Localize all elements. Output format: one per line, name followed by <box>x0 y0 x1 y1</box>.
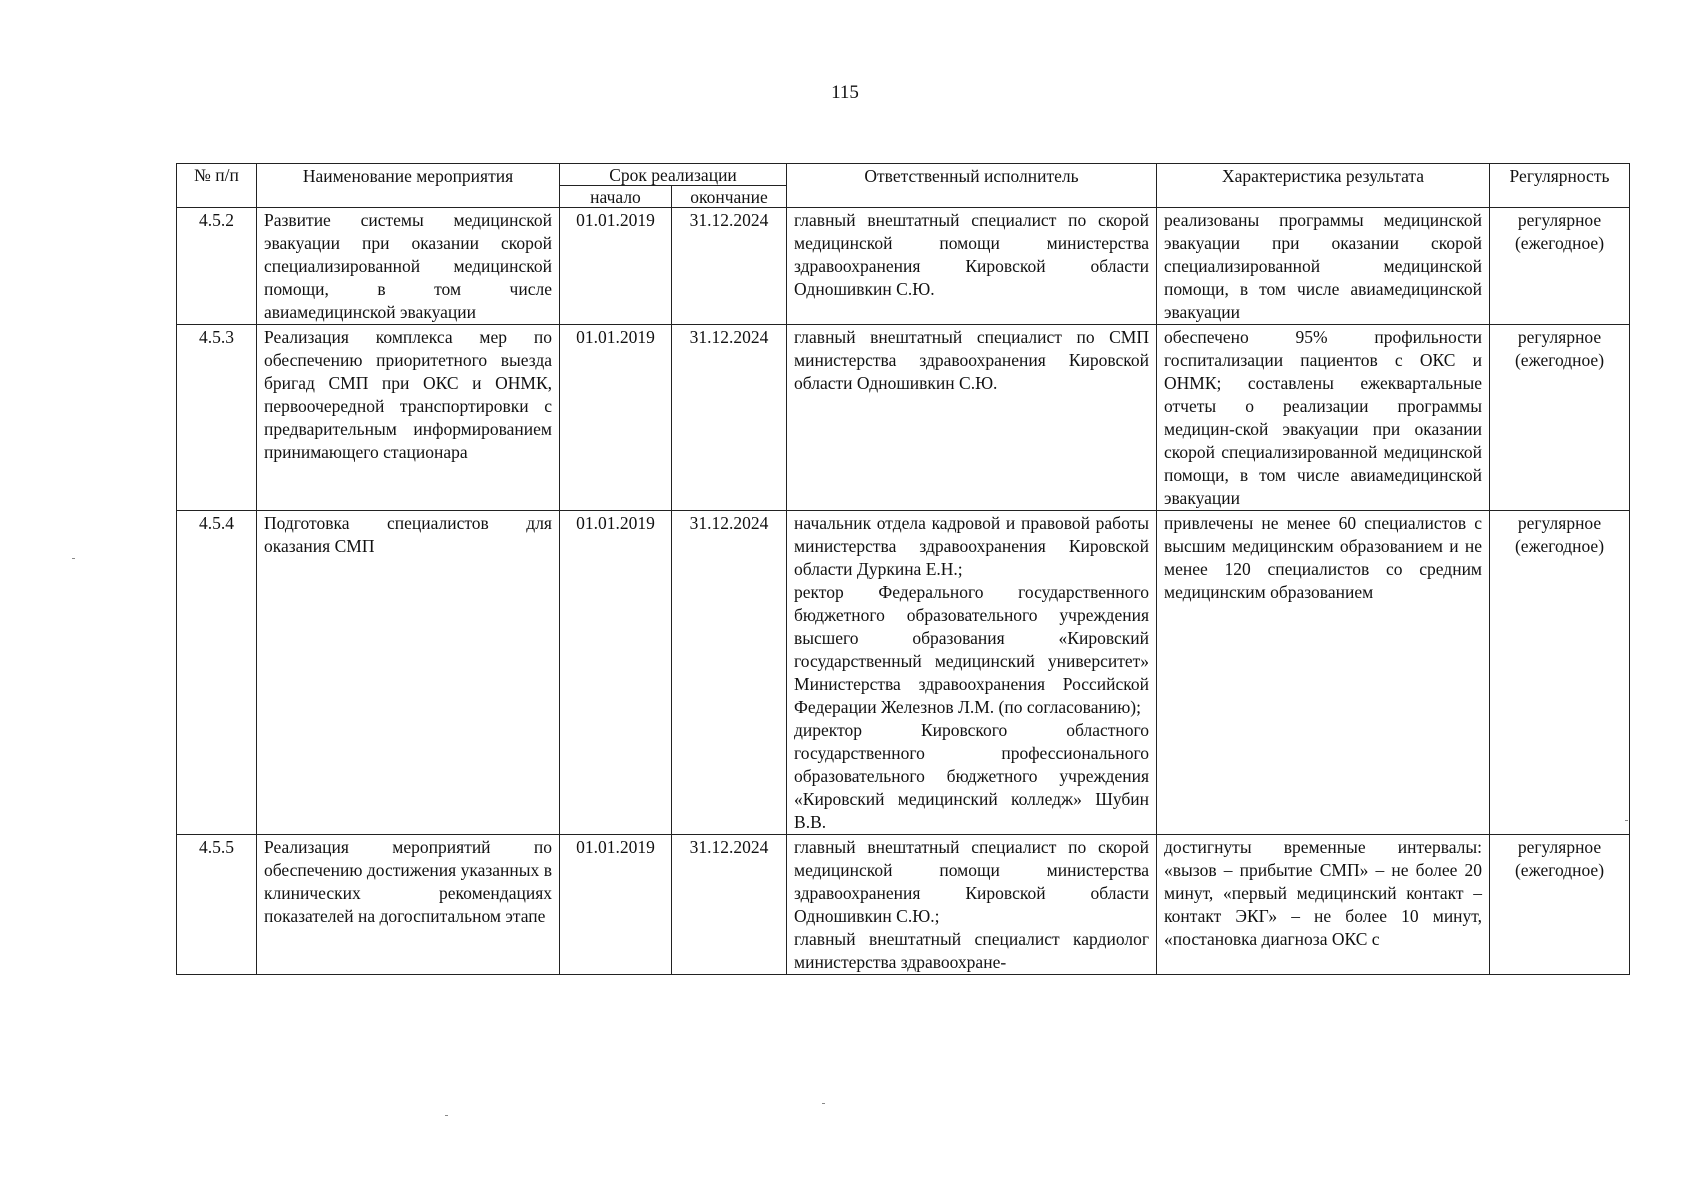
executor <box>787 208 1157 325</box>
activity-name: Развитие системы медицинской эвакуации при оказании скорой специализированной медицинской помощи, в том числе авиамедицинской эвакуации <box>257 208 560 325</box>
result-description: достигнуты временные интервалы: «вызов – прибытие СМП» – не более 20 минут, «первый медицинский контакт – контакт ЭКГ» – не более 10 минут, «постановка диагноза ОКС с <box>1157 835 1490 975</box>
scan-speck <box>822 1103 825 1104</box>
executor <box>787 835 1157 975</box>
result-description: обеспечено 95% профильности госпитализации пациентов с ОКС и ОНМК; составлены ежеквартальные отчеты о реализации программы медицин-ской эвакуации при оказании скорой специализированной медицинской помощи, в том числе авиамедицинской эвакуации <box>1157 325 1490 511</box>
executor-entry: главный внештатный специалист по скорой медицинской помощи министерства здравоохранения Кировской области Одношивкин С.Ю.; <box>794 837 1150 926</box>
scan-speck <box>1625 820 1628 821</box>
activity-name: Реализация мероприятий по обеспечению достижения указанных в клинических рекомендациях показателей на догоспитальном этапе <box>257 835 560 975</box>
end-date: 31.12.2024 <box>672 325 787 511</box>
executor-entry: ректор Федерального государственного бюджетного образовательного учреждения высшего образования «Кировский государственный медицинский университет» Министерства здравоохранения Российской Федерации Железнов Л.М. (по согласованию); <box>794 582 1150 717</box>
executor-entry: директор Кировского областного государственного профессионального образовательного бюджетного учреждения «Кировский медицинский колледж» Шубин В.В. <box>794 720 1150 832</box>
executor <box>787 511 1157 835</box>
end-date: 31.12.2024 <box>672 511 787 835</box>
regularity: регулярное (ежегодное) <box>1490 325 1630 511</box>
start-date: 01.01.2019 <box>560 208 672 325</box>
row-number: 4.5.2 <box>177 208 257 325</box>
regularity: регулярное (ежегодное) <box>1490 835 1630 975</box>
row-number: 4.5.4 <box>177 511 257 835</box>
end-date: 31.12.2024 <box>672 835 787 975</box>
table-row <box>177 208 1630 325</box>
executor-entry: главный внештатный специалист по СМП министерства здравоохранения Кировской области Одношивкин С.Ю. <box>794 327 1150 393</box>
table-row <box>177 325 1630 511</box>
result-description: реализованы программы медицинской эвакуации при оказании скорой специализированной медицинской помощи, в том числе авиамедицинской эвакуации <box>1157 208 1490 325</box>
start-date: 01.01.2019 <box>560 325 672 511</box>
row-number: 4.5.3 <box>177 325 257 511</box>
executor-entry: главный внештатный специалист по скорой медицинской помощи министерства здравоохранения Кировской области Одношивкин С.Ю. <box>794 210 1150 299</box>
activity-name: Реализация комплекса мер по обеспечению приоритетного выезда бригад СМП при ОКС и ОНМК, первоочередной транспортировки с предварительным информированием принимающего стационара <box>257 325 560 511</box>
page-number: 115 <box>831 82 859 103</box>
col-header-executor: Ответственный исполнитель <box>787 164 1157 208</box>
activities-table <box>176 163 1630 975</box>
col-header-period: Срок реализации <box>560 164 787 186</box>
start-date: 01.01.2019 <box>560 511 672 835</box>
executor-entry: главный внештатный специалист кардиолог министерства здравоохране- <box>794 929 1150 972</box>
col-header-num: № п/п <box>177 164 257 208</box>
scan-speck <box>72 558 75 559</box>
table-row <box>177 511 1630 835</box>
col-header-name: Наименование мероприятия <box>257 164 560 208</box>
regularity: регулярное (ежегодное) <box>1490 208 1630 325</box>
executor-entry: начальник отдела кадровой и правовой работы министерства здравоохранения Кировской области Дуркина Е.Н.; <box>794 513 1150 579</box>
row-number: 4.5.5 <box>177 835 257 975</box>
col-header-start: начало <box>560 186 672 208</box>
col-header-result: Характеристика результата <box>1157 164 1490 208</box>
scan-speck <box>445 1115 448 1116</box>
end-date: 31.12.2024 <box>672 208 787 325</box>
executor <box>787 325 1157 511</box>
header-row <box>177 164 1630 186</box>
col-header-regularity: Регулярность <box>1490 164 1630 208</box>
col-header-end: окончание <box>672 186 787 208</box>
activity-name: Подготовка специалистов для оказания СМП <box>257 511 560 835</box>
result-description: привлечены не менее 60 специалистов с высшим медицинским образованием и не менее 120 специалистов со средним медицинским образованием <box>1157 511 1490 835</box>
start-date: 01.01.2019 <box>560 835 672 975</box>
table-row <box>177 835 1630 975</box>
regularity: регулярное (ежегодное) <box>1490 511 1630 835</box>
